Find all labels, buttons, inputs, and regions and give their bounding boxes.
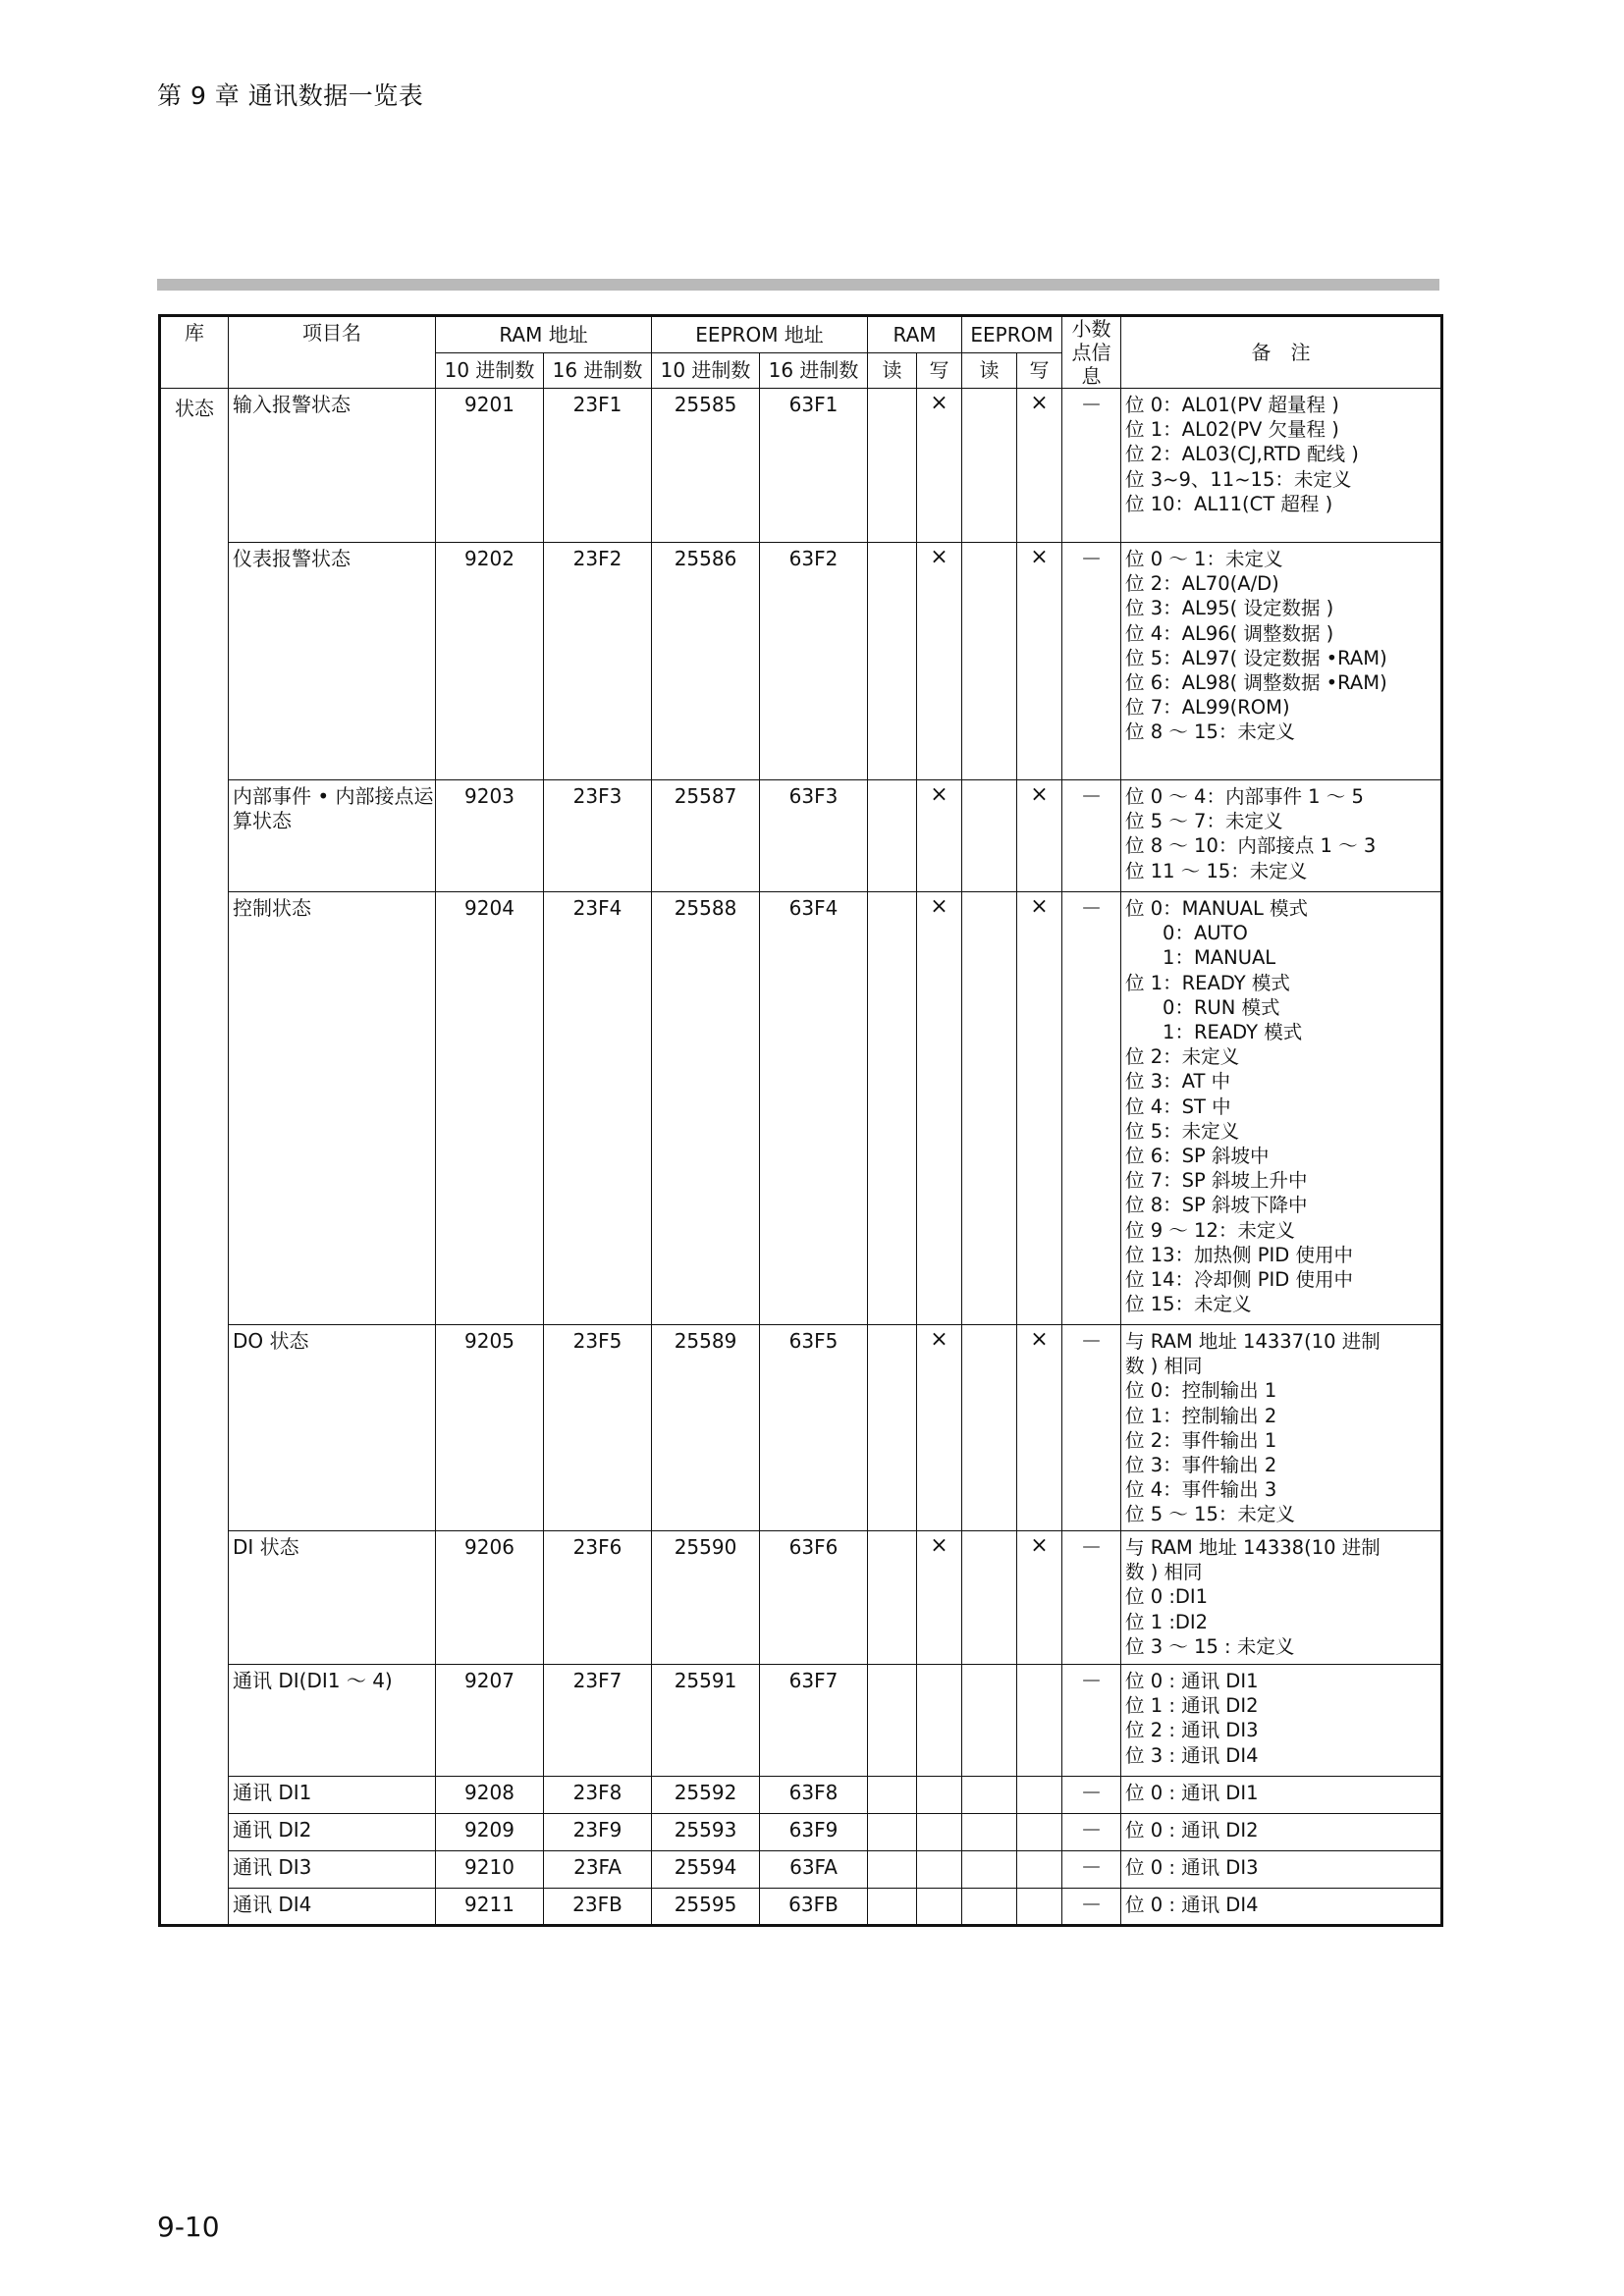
ram-address-hex: 23F4 xyxy=(544,892,652,1325)
ram-address-dec: 9205 xyxy=(436,1325,544,1531)
note-line: 位 0：MANUAL 模式 xyxy=(1125,897,1309,920)
decimal-info: － xyxy=(1062,1814,1121,1851)
note-line: 位 1 :DI2 xyxy=(1125,1610,1209,1633)
ram-write: × xyxy=(917,1531,962,1665)
eeprom-address-dec: 25595 xyxy=(652,1889,760,1926)
item-name: 仪表报警状态 xyxy=(229,543,436,780)
note-line: 位 5 ～ 15：未定义 xyxy=(1125,1503,1295,1526)
note-line: 位 1：AL02(PV 欠量程 ) xyxy=(1125,418,1339,442)
note-line: 位 7：SP 斜坡上升中 xyxy=(1125,1169,1308,1193)
notes-cell xyxy=(1121,1889,1442,1926)
ram-address-hex: 23F8 xyxy=(544,1777,652,1814)
note-line: 位 6：SP 斜坡中 xyxy=(1125,1145,1270,1168)
item-name: 控制状态 xyxy=(229,892,436,1325)
header-decimal-info: 小数点信息 xyxy=(1062,316,1121,389)
eeprom-address-dec: 25589 xyxy=(652,1325,760,1531)
note-line: 0：AUTO xyxy=(1163,922,1248,945)
item-name: 内部事件 • 内部接点运算状态 xyxy=(229,780,436,892)
table-row xyxy=(160,892,1442,1325)
eeprom-address-dec: 25593 xyxy=(652,1814,760,1851)
note-line: 位 8 ～ 10：内部接点 1 ～ 3 xyxy=(1125,834,1377,858)
table-row xyxy=(160,1325,1442,1531)
header-ram-write: 写 xyxy=(917,352,962,388)
note-line: 1：READY 模式 xyxy=(1163,1021,1303,1044)
eeprom-write: × xyxy=(1017,892,1062,1325)
ram-read xyxy=(868,1531,917,1665)
library-cell: 状态 xyxy=(160,389,229,1926)
item-name: DI 状态 xyxy=(229,1531,436,1665)
eeprom-address-hex: 63F4 xyxy=(760,892,868,1325)
decimal-info: － xyxy=(1062,389,1121,543)
eeprom-address-hex: 63F1 xyxy=(760,389,868,543)
eeprom-address-dec: 25585 xyxy=(652,389,760,543)
eeprom-write: × xyxy=(1017,1531,1062,1665)
notes-cell xyxy=(1121,892,1442,1325)
eeprom-address-dec: 25592 xyxy=(652,1777,760,1814)
table-row xyxy=(160,1777,1442,1814)
decimal-info: － xyxy=(1062,1531,1121,1665)
ram-read xyxy=(868,1814,917,1851)
ram-address-dec: 9207 xyxy=(436,1665,544,1777)
eeprom-address-hex: 63F9 xyxy=(760,1814,868,1851)
note-line: 位 2：AL03(CJ,RTD 配线 ) xyxy=(1125,443,1359,466)
ram-address-hex: 23FB xyxy=(544,1889,652,1926)
ram-write xyxy=(917,1889,962,1926)
eeprom-write xyxy=(1017,1851,1062,1889)
decimal-info: － xyxy=(1062,543,1121,780)
note-line: 位 0 : 通讯 DI4 xyxy=(1125,1894,1259,1916)
note-line: 位 8：SP 斜坡下降中 xyxy=(1125,1194,1308,1217)
ram-address-hex: 23FA xyxy=(544,1851,652,1889)
notes-cell xyxy=(1121,1777,1442,1814)
ram-write xyxy=(917,1814,962,1851)
notes-cell xyxy=(1121,1851,1442,1889)
note-line: 与 RAM 地址 14338(10 进制 xyxy=(1125,1536,1380,1559)
ram-read xyxy=(868,1889,917,1926)
note-line: 位 0 : 通讯 DI1 xyxy=(1125,1782,1259,1804)
eeprom-read xyxy=(962,1325,1017,1531)
notes-cell xyxy=(1121,1531,1442,1665)
note-line: 位 8 ～ 15：未定义 xyxy=(1125,721,1295,744)
eeprom-write: × xyxy=(1017,543,1062,780)
eeprom-read xyxy=(962,780,1017,892)
item-name: 通讯 DI4 xyxy=(229,1889,436,1926)
item-name: 通讯 DI(DI1 ～ 4) xyxy=(229,1665,436,1777)
note-line: 位 3：AL95( 设定数据 ) xyxy=(1125,597,1334,620)
note-line: 位 4：ST 中 xyxy=(1125,1095,1231,1118)
ram-address-dec: 9204 xyxy=(436,892,544,1325)
note-line: 位 0 :DI1 xyxy=(1125,1585,1209,1609)
eeprom-address-hex: 63F2 xyxy=(760,543,868,780)
eeprom-write xyxy=(1017,1665,1062,1777)
note-line: 位 5：AL97( 设定数据 •RAM) xyxy=(1125,646,1387,669)
note-line: 与 RAM 地址 14337(10 进制 xyxy=(1125,1330,1380,1353)
note-line: 位 3：AT 中 xyxy=(1125,1070,1231,1094)
note-line: 位 6：AL98( 调整数据 •RAM) xyxy=(1125,671,1387,695)
eeprom-write xyxy=(1017,1814,1062,1851)
note-line: 位 0 ～ 4：内部事件 1 ～ 5 xyxy=(1125,785,1364,808)
ram-read xyxy=(868,1777,917,1814)
ram-address-hex: 23F5 xyxy=(544,1325,652,1531)
header-name: 项目名 xyxy=(229,316,436,389)
eeprom-write xyxy=(1017,1777,1062,1814)
note-line: 位 0 ～ 1：未定义 xyxy=(1125,548,1283,570)
header-eeprom-dec: 10 进制数 xyxy=(652,352,760,388)
note-line: 1：MANUAL xyxy=(1163,946,1276,970)
ram-read xyxy=(868,1665,917,1777)
ram-address-dec: 9206 xyxy=(436,1531,544,1665)
header-eeprom-write: 写 xyxy=(1017,352,1062,388)
eeprom-read xyxy=(962,1665,1017,1777)
header-eeprom-hex: 16 进制数 xyxy=(760,352,868,388)
eeprom-write xyxy=(1017,1889,1062,1926)
item-name: 通讯 DI2 xyxy=(229,1814,436,1851)
notes-cell xyxy=(1121,1665,1442,1777)
ram-read xyxy=(868,389,917,543)
ram-address-dec: 9209 xyxy=(436,1814,544,1851)
note-line: 位 2 : 通讯 DI3 xyxy=(1125,1719,1259,1742)
ram-address-dec: 9210 xyxy=(436,1851,544,1889)
eeprom-read xyxy=(962,389,1017,543)
note-line: 位 0：AL01(PV 超量程 ) xyxy=(1125,394,1339,416)
item-name: 输入报警状态 xyxy=(229,389,436,543)
ram-address-dec: 9201 xyxy=(436,389,544,543)
notes-cell xyxy=(1121,543,1442,780)
table-row xyxy=(160,1531,1442,1665)
communication-data-table xyxy=(158,314,1443,1927)
note-line: 位 0 : 通讯 DI2 xyxy=(1125,1819,1259,1842)
eeprom-address-dec: 25594 xyxy=(652,1851,760,1889)
ram-address-hex: 23F2 xyxy=(544,543,652,780)
eeprom-read xyxy=(962,543,1017,780)
header-rule xyxy=(157,279,1439,291)
table-row xyxy=(160,1889,1442,1926)
note-line: 位 3 ～ 15 : 未定义 xyxy=(1125,1634,1295,1658)
ram-read xyxy=(868,892,917,1325)
eeprom-read xyxy=(962,1889,1017,1926)
ram-write: × xyxy=(917,892,962,1325)
ram-address-hex: 23F9 xyxy=(544,1814,652,1851)
ram-write: × xyxy=(917,1325,962,1531)
decimal-info: － xyxy=(1062,1325,1121,1531)
ram-write: × xyxy=(917,389,962,543)
note-line: 位 7：AL99(ROM) xyxy=(1125,696,1290,720)
eeprom-address-hex: 63FA xyxy=(760,1851,868,1889)
notes-cell xyxy=(1121,780,1442,892)
eeprom-write: × xyxy=(1017,389,1062,543)
eeprom-read xyxy=(962,1851,1017,1889)
header-notes: 备 注 xyxy=(1121,316,1442,389)
ram-address-dec: 9202 xyxy=(436,543,544,780)
page-number: 9-10 xyxy=(157,2211,220,2243)
note-line: 位 5：未定义 xyxy=(1125,1119,1240,1143)
note-line: 位 0 : 通讯 DI1 xyxy=(1125,1670,1259,1692)
header-ram-hex: 16 进制数 xyxy=(544,352,652,388)
ram-address-dec: 9211 xyxy=(436,1889,544,1926)
eeprom-address-dec: 25588 xyxy=(652,892,760,1325)
note-line: 位 4：AL96( 调整数据 ) xyxy=(1125,621,1334,645)
item-name: 通讯 DI1 xyxy=(229,1777,436,1814)
table-row xyxy=(160,1814,1442,1851)
note-line: 位 10：AL11(CT 超程 ) xyxy=(1125,492,1333,515)
ram-address-dec: 9208 xyxy=(436,1777,544,1814)
table-row xyxy=(160,780,1442,892)
eeprom-address-hex: 63FB xyxy=(760,1889,868,1926)
ram-read xyxy=(868,780,917,892)
ram-read xyxy=(868,1325,917,1531)
note-line: 位 1：READY 模式 xyxy=(1125,971,1290,994)
notes-cell xyxy=(1121,1814,1442,1851)
note-line: 位 3 : 通讯 DI4 xyxy=(1125,1743,1259,1767)
eeprom-address-dec: 25591 xyxy=(652,1665,760,1777)
decimal-info: － xyxy=(1062,1889,1121,1926)
eeprom-address-hex: 63F8 xyxy=(760,1777,868,1814)
note-line: 0：RUN 模式 xyxy=(1163,995,1280,1019)
note-line: 数 ) 相同 xyxy=(1125,1355,1203,1378)
ram-write: × xyxy=(917,543,962,780)
note-line: 位 0 : 通讯 DI3 xyxy=(1125,1856,1259,1879)
note-line: 位 1：控制输出 2 xyxy=(1125,1404,1277,1427)
chapter-title: 第 9 章 通讯数据一览表 xyxy=(157,81,424,110)
note-line: 位 2：AL70(A/D) xyxy=(1125,572,1279,596)
header-ram: RAM xyxy=(868,316,962,353)
ram-address-dec: 9203 xyxy=(436,780,544,892)
item-name: 通讯 DI3 xyxy=(229,1851,436,1889)
header-eeprom: EEPROM xyxy=(962,316,1062,353)
note-line: 数 ) 相同 xyxy=(1125,1561,1203,1584)
eeprom-address-dec: 25586 xyxy=(652,543,760,780)
note-line: 位 1 : 通讯 DI2 xyxy=(1125,1694,1259,1718)
eeprom-read xyxy=(962,1814,1017,1851)
decimal-info: － xyxy=(1062,780,1121,892)
ram-write xyxy=(917,1777,962,1814)
decimal-info: － xyxy=(1062,892,1121,1325)
item-name: DO 状态 xyxy=(229,1325,436,1531)
ram-address-hex: 23F7 xyxy=(544,1665,652,1777)
table-row xyxy=(160,1665,1442,1777)
header-eeprom-address: EEPROM 地址 xyxy=(652,316,868,353)
ram-address-hex: 23F1 xyxy=(544,389,652,543)
table-row xyxy=(160,543,1442,780)
note-line: 位 5 ～ 7：未定义 xyxy=(1125,810,1283,833)
ram-read xyxy=(868,543,917,780)
note-line: 位 3：事件输出 2 xyxy=(1125,1454,1277,1477)
note-line: 位 11 ～ 15：未定义 xyxy=(1125,859,1308,882)
eeprom-address-hex: 63F5 xyxy=(760,1325,868,1531)
eeprom-address-hex: 63F7 xyxy=(760,1665,868,1777)
ram-write: × xyxy=(917,780,962,892)
note-line: 位 3~9、11~15：未定义 xyxy=(1125,467,1352,491)
eeprom-read xyxy=(962,1777,1017,1814)
note-line: 位 2：未定义 xyxy=(1125,1045,1240,1069)
note-line: 位 2：事件输出 1 xyxy=(1125,1428,1277,1452)
header-eeprom-read: 读 xyxy=(962,352,1017,388)
notes-cell xyxy=(1121,389,1442,543)
table-row xyxy=(160,1851,1442,1889)
eeprom-write: × xyxy=(1017,780,1062,892)
note-line: 位 4：事件输出 3 xyxy=(1125,1478,1277,1502)
header-lib: 库 xyxy=(160,316,229,389)
eeprom-address-hex: 63F6 xyxy=(760,1531,868,1665)
eeprom-address-hex: 63F3 xyxy=(760,780,868,892)
eeprom-address-dec: 25590 xyxy=(652,1531,760,1665)
note-line: 位 0：控制输出 1 xyxy=(1125,1379,1277,1403)
ram-write xyxy=(917,1665,962,1777)
note-line: 位 15：未定义 xyxy=(1125,1293,1252,1316)
note-line: 位 13：加热侧 PID 使用中 xyxy=(1125,1243,1353,1266)
eeprom-write: × xyxy=(1017,1325,1062,1531)
ram-address-hex: 23F6 xyxy=(544,1531,652,1665)
header-ram-address: RAM 地址 xyxy=(436,316,652,353)
eeprom-read xyxy=(962,1531,1017,1665)
eeprom-address-dec: 25587 xyxy=(652,780,760,892)
decimal-info: － xyxy=(1062,1851,1121,1889)
ram-write xyxy=(917,1851,962,1889)
note-line: 位 14：冷却侧 PID 使用中 xyxy=(1125,1268,1353,1292)
ram-read xyxy=(868,1851,917,1889)
eeprom-read xyxy=(962,892,1017,1325)
decimal-info: － xyxy=(1062,1777,1121,1814)
table-row xyxy=(160,389,1442,543)
notes-cell xyxy=(1121,1325,1442,1531)
header-ram-dec: 10 进制数 xyxy=(436,352,544,388)
ram-address-hex: 23F3 xyxy=(544,780,652,892)
note-line: 位 9 ～ 12：未定义 xyxy=(1125,1218,1295,1242)
header-ram-read: 读 xyxy=(868,352,917,388)
decimal-info: － xyxy=(1062,1665,1121,1777)
